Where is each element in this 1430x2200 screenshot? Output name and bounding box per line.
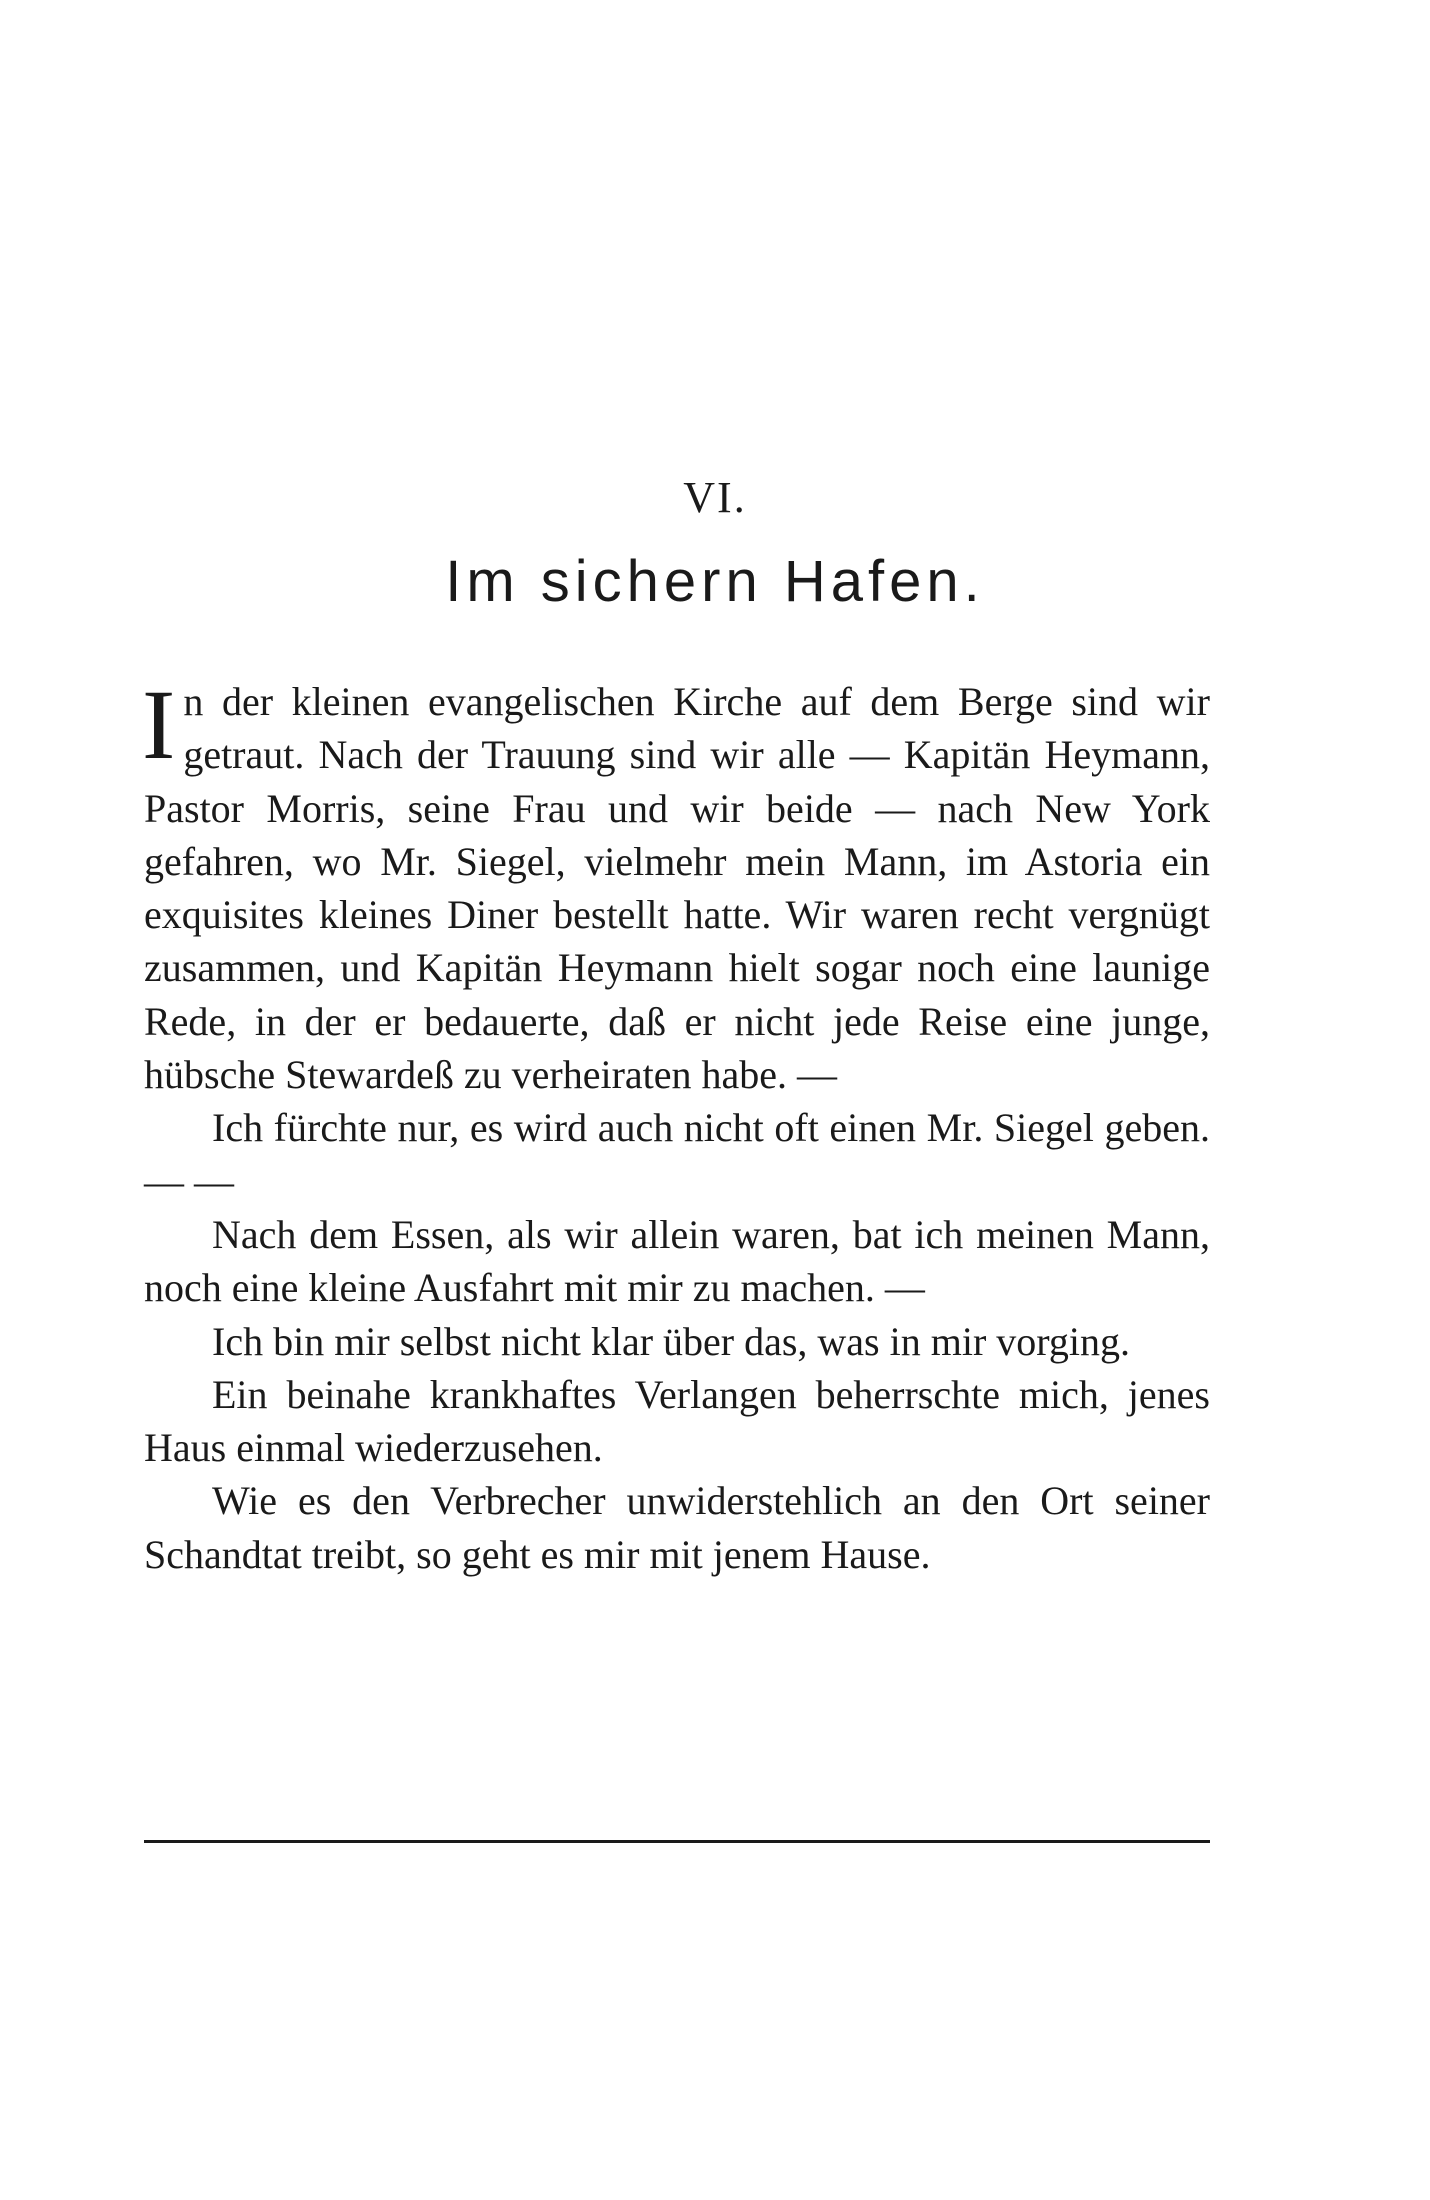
paragraph: Wie es den Verbrecher unwiderstehlich an den Ort seiner Schandtat treibt, so geht es mir mit jenem Hause.: [144, 1478, 1210, 1577]
chapter-end-rule: [144, 1840, 1210, 1843]
chapter-number: VI.: [683, 473, 747, 522]
paragraph: Nach dem Essen, als wir allein waren, bat ich meinen Mann, noch eine kleine Ausfahrt mit mir zu machen. —: [144, 1211, 1210, 1311]
drop-cap: I: [142, 669, 176, 780]
body-text: [142, 669, 1210, 1581]
paragraph: Ein beinahe krankhaftes Verlangen beherrschte mich, jenes Haus einmal wiederzusehen.: [144, 1371, 1210, 1471]
paragraph: [142, 669, 1210, 1101]
paragraph: Ich bin mir selbst nicht klar über das, was in mir vorging.: [212, 1318, 1130, 1364]
chapter-title: Im sichern Hafen.: [445, 549, 985, 614]
paragraph: Ich fürchte nur, es wird auch nicht oft einen Mr. Siegel geben. — —: [144, 1105, 1210, 1204]
paragraph-text: n der kleinen evangelischen Kirche auf dem Berge sind wir getraut. Nach der Trauung sind wir alle — Kapitän Heymann, Pastor Morris, seine Frau und wir beide — nach New York gefahren, wo Mr. Siegel, vielmehr mein Mann, im Astoria ein exquisites kleines Diner bestellt hatte. Wir waren recht vergnügt zusammen, und Kapitän Heymann hielt sogar noch eine launige Rede, in der er bedauerte, daß er nicht jede Reise eine junge, hübsche Stewardeß zu verheiraten habe. —: [144, 679, 1210, 1098]
